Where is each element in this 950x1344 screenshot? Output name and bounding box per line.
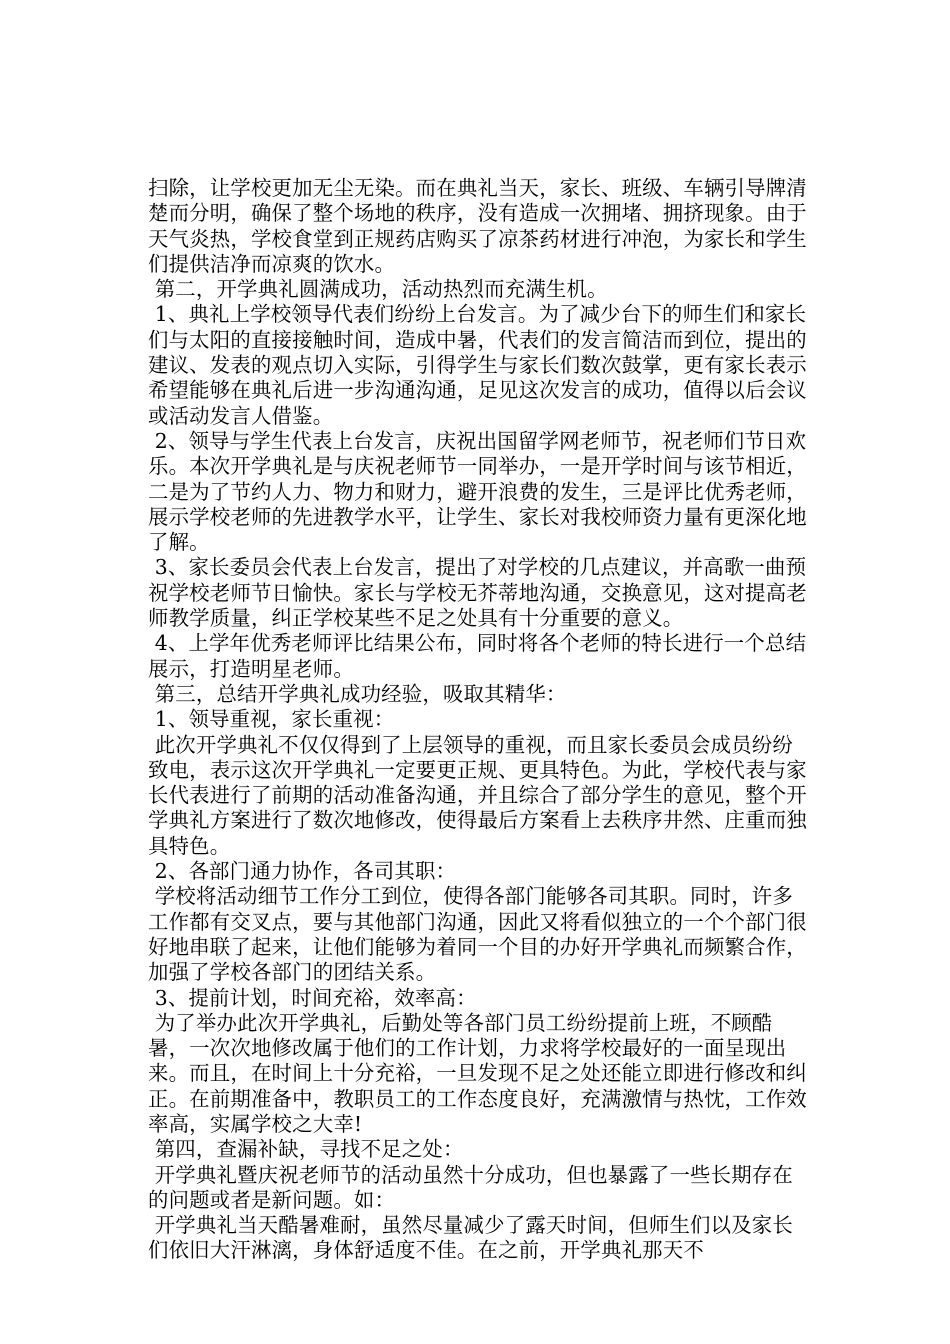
paragraph-1: 扫除，让学校更加无尘无染。而在典礼当天，家长、班级、车辆引导牌清楚而分明，确保了整个场地的秩序，没有造成一次拥堵、拥挤现象。由于天气炎热，学校食堂到正规药店购买了凉茶药材进行冲泡，为家长和学生们提供洁净而凉爽的饮水。	[148, 176, 807, 276]
paragraph-problems-intro: 开学典礼暨庆祝老师节的活动虽然十分成功，但也暴露了一些长期存在的问题或者是新问题。如：	[148, 1162, 793, 1212]
paragraph-item-4: 4、上学年优秀老师评比结果公布，同时将各个老师的特长进行一个总结展示，打造明星老师。	[148, 631, 807, 681]
paragraph-item-3: 3、家长委员会代表上台发言，提出了对学校的几点建议，并高歌一曲预祝学校老师节日愉快。家长与学校无芥蒂地沟通，交换意见，这对提高老师教学质量，纠正学校某些不足之处具有十分重要的意义。	[148, 555, 807, 631]
section-heading-2: 第二，开学典礼圆满成功，活动热烈而充满生机。	[148, 277, 608, 302]
section-heading-3: 第三，总结开学典礼成功经验，吸取其精华：	[148, 681, 567, 706]
document-body	[148, 176, 810, 1264]
section-heading-4: 第四，查漏补缺，寻找不足之处：	[148, 1137, 464, 1162]
subheading-1: 1、领导重视，家长重视：	[148, 707, 395, 732]
paragraph-planning: 为了举办此次开学典礼，后勤处等各部门员工纷纷提前上班，不顾酷暑，一次次地修改属于他们的工作计划，力求将学校最好的一面呈现出来。而且，在时间上十分充裕，一旦发现不足之处还能立即进行修改和纠正。在前期准备中，教职员工的工作态度良好，充满激情与热忱，工作效率高，实属学校之大幸!	[148, 1010, 807, 1136]
subheading-2: 2、各部门通力协作，各司其职：	[148, 859, 457, 884]
paragraph-leadership: 此次开学典礼不仅仅得到了上层领导的重视，而且家长委员会成员纷纷致电，表示这次开学典礼一定要更正规、更具特色。为此，学校代表与家长代表进行了前期的活动准备沟通，并且综合了部分学生的意见，整个开学典礼方案进行了数次地修改，使得最后方案看上去秩序井然、庄重而独具特色。	[148, 732, 807, 858]
paragraph-item-2: 2、领导与学生代表上台发言，庆祝出国留学网老师节，祝老师们节日欢乐。本次开学典礼是与庆祝老师节一同举办，一是开学时间与该节相近，二是为了节约人力、物力和财力，避开浪费的发生，三是评比优秀老师，展示学校老师的先进教学水平，让学生、家长对我校师资力量有更深化地了解。	[148, 428, 807, 555]
subheading-3: 3、提前计划，时间充裕，效率高：	[148, 985, 477, 1010]
paragraph-cooperation: 学校将活动细节工作分工到位，使得各部门能够各司其职。同时，许多工作都有交叉点，要与其他部门沟通，因此又将看似独立的一个个部门很好地串联了起来，让他们能够为着同一个目的办好开学典礼而频繁合作，加强了学校各部门的团结关系。	[148, 884, 807, 985]
paragraph-item-1: 1、典礼上学校领导代表们纷纷上台发言。为了减少台下的师生们和家长们与太阳的直接接触时间，造成中暑，代表们的发言简洁而到位，提出的建议、发表的观点切入实际，引得学生与家长们数次鼓掌，更有家长表示希望能够在典礼后进一步沟通沟通，足见这次发言的成功，值得以后会议或活动发言人借鉴。	[148, 302, 807, 428]
paragraph-problems-heat: 开学典礼当天酷暑难耐，虽然尽量减少了露天时间，但师生们以及家长们依旧大汗淋漓，身体舒适度不佳。在之前，开学典礼那天不	[148, 1213, 793, 1263]
